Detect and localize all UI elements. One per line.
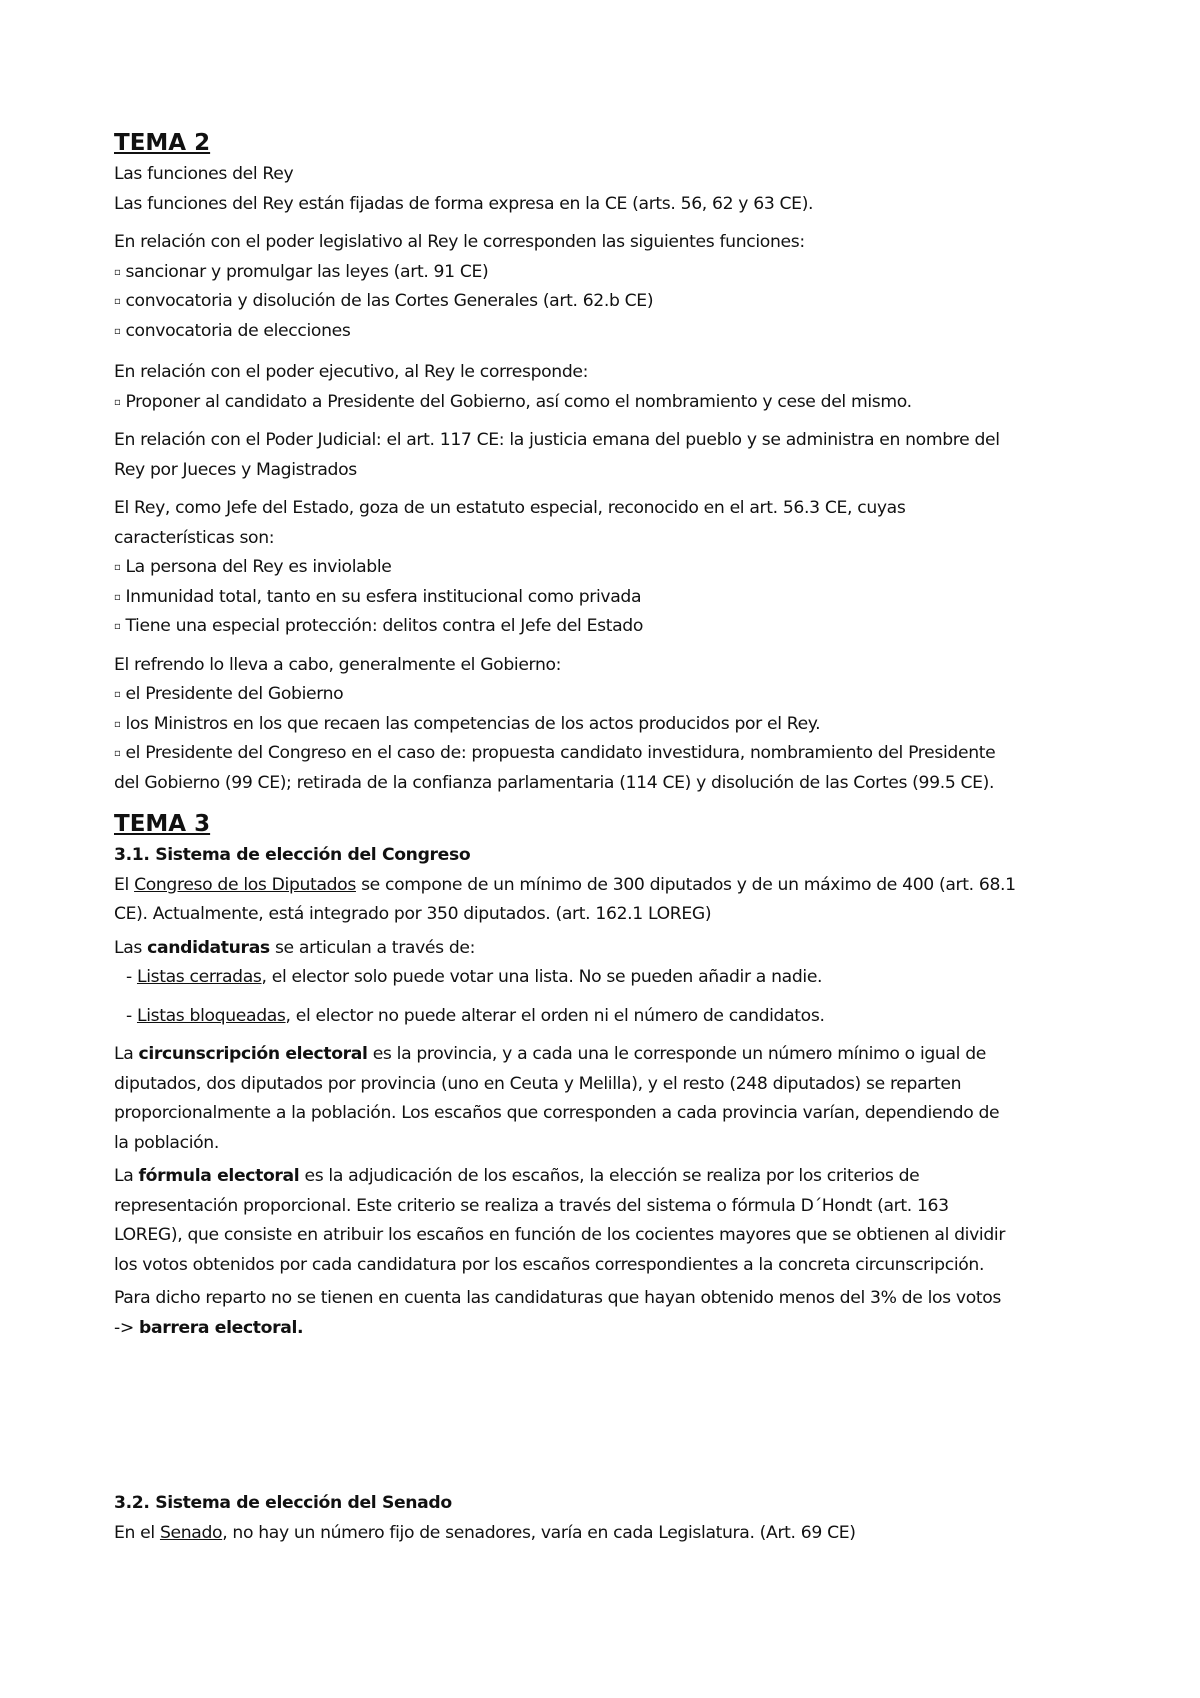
list-item: ▫ convocatoria de elecciones (114, 320, 351, 341)
formula-line2: representación proporcional. Este criterio se realiza a través del sistema o fórmula D´Hondt (art. 163 (114, 1195, 949, 1216)
tema3-title: TEMA 3 (114, 811, 211, 837)
list-item: ▫ sancionar y promulgar las leyes (art. 91 CE) (114, 261, 489, 282)
list-item: ▫ Inmunidad total, tanto en su esfera institucional como privada (114, 586, 642, 607)
congreso-link[interactable]: Congreso de los Diputados (134, 874, 356, 895)
list-item: - Listas bloqueadas, el elector no puede alterar el orden ni el número de candidatos. (126, 1005, 825, 1026)
circunscripcion-line1: La circunscripción electoral es la provincia, y a cada una le corresponde un número mínimo o igual de (114, 1044, 986, 1064)
circunscripcion-line3: proporcionalmente a la población. Los escaños que corresponden a cada provincia varían, dependiendo de (114, 1103, 1000, 1123)
listas-cerradas-link[interactable]: Listas cerradas (136, 967, 262, 987)
bullet-icon: ▫ (114, 325, 121, 337)
section-3-1-heading: 3.1. Sistema de elección del Congreso (114, 845, 471, 865)
list-item: ▫ el Presidente del Gobierno (114, 684, 344, 704)
formula-line1: La fórmula electoral es la adjudicación de los escaños, la elección se realiza por los criterios de (114, 1166, 920, 1186)
refrendo-lead: El refrendo lo lleva a cabo, generalmente el Gobierno: (114, 654, 562, 675)
bullet-icon: ▫ (114, 591, 121, 603)
list-item: ▫ Proponer al candidato a Presidente del Gobierno, así como el nombramiento y cese del mismo. (114, 391, 912, 412)
senado-line: En el Senado, no hay un número fijo de senadores, varía en cada Legislatura. (Art. 69 CE) (114, 1522, 856, 1543)
listas-bloqueadas-link[interactable]: Listas bloqueadas (136, 1005, 286, 1026)
bullet-icon: ▫ (114, 396, 121, 408)
list-item: - Listas cerradas, el elector solo puede votar una lista. No se pueden añadir a nadie. (126, 967, 823, 987)
reparto-line1: Para dicho reparto no se tienen en cuenta las candidaturas que hayan obtenido menos del 3% de los votos (114, 1288, 1002, 1308)
document-body (114, 126, 1098, 1548)
list-item: ▫ La persona del Rey es inviolable (114, 557, 392, 577)
congreso-line1: El Congreso de los Diputados se compone de un mínimo de 300 diputados y de un máximo de 400 (art. 68.1 (114, 874, 1016, 895)
tema2-subtitle: Las funciones del Rey (114, 164, 294, 184)
dash-icon: - (126, 967, 132, 987)
section-3-2-heading: 3.2. Sistema de elección del Senado (114, 1493, 452, 1513)
judicial-line1: En relación con el Poder Judicial: el art. 117 CE: la justicia emana del pueblo y se administra en nombre del (114, 430, 1000, 450)
dash-icon: - (126, 1005, 132, 1026)
candidaturas-lead: Las candidaturas se articulan a través de: (114, 937, 476, 958)
list-item: ▫ convocatoria y disolución de las Cortes Generales (art. 62.b CE) (114, 291, 654, 311)
list-item: ▫ Tiene una especial protección: delitos contra el Jefe del Estado (114, 616, 643, 636)
bullet-icon: ▫ (114, 689, 121, 700)
reparto-line2: -> barrera electoral. (114, 1317, 304, 1338)
formula-line3: LOREG), que consiste en atribuir los escaños en función de los cocientes mayores que se obtienen al dividir (114, 1225, 1006, 1245)
bullet-icon: ▫ (114, 296, 121, 307)
ejecutivo-lead: En relación con el poder ejecutivo, al Rey le corresponde: (114, 362, 589, 382)
tema2-intro: Las funciones del Rey están fijadas de forma expresa en la CE (arts. 56, 62 y 63 CE). (114, 193, 814, 214)
senado-link[interactable]: Senado (159, 1522, 223, 1543)
formula-line4: los votos obtenidos por cada candidatura por los escaños correspondientes a la concreta circunscripción. (114, 1254, 985, 1275)
judicial-line2: Rey por Jueces y Magistrados (114, 459, 357, 480)
circunscripcion-line4: la población. (114, 1132, 219, 1153)
congreso-line2: CE). Actualmente, está integrado por 350 diputados. (art. 162.1 LOREG) (114, 904, 712, 924)
estatuto-line1: El Rey, como Jefe del Estado, goza de un estatuto especial, reconocido en el art. 56.3 CE, cuyas (114, 498, 906, 518)
estatuto-line2: características son: (114, 527, 275, 548)
list-item: ▫ los Ministros en los que recaen las competencias de los actos producidos por el Rey. (114, 713, 821, 734)
bullet-icon: ▫ (114, 621, 121, 632)
circunscripcion-line2: diputados, dos diputados por provincia (uno en Ceuta y Melilla), y el resto (248 diputados) se reparten (114, 1073, 962, 1094)
bullet-icon: ▫ (114, 562, 121, 573)
bullet-icon: ▫ (114, 266, 121, 278)
list-item: ▫ el Presidente del Congreso en el caso de: propuesta candidato investidura, nombramiento del Presidente (114, 743, 996, 763)
refrendo-last-line2: del Gobierno (99 CE); retirada de la confianza parlamentaria (114 CE) y disolución de las Cortes (99.5 CE). (114, 772, 995, 793)
legislativo-lead: En relación con el poder legislativo al Rey le corresponden las siguientes funciones: (114, 232, 805, 252)
bullet-icon: ▫ (114, 718, 121, 730)
bullet-icon: ▫ (114, 748, 121, 759)
tema2-title: TEMA 2 (114, 130, 211, 156)
